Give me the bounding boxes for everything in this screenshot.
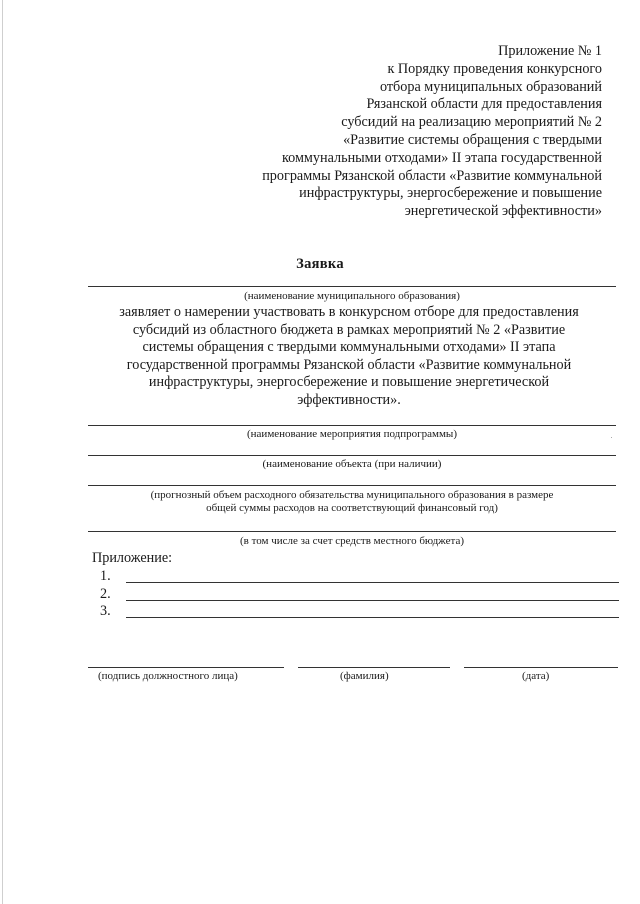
attachment-number: 3. <box>100 603 111 619</box>
object-name-caption: (наименование объекта (при наличии) <box>262 458 442 470</box>
statement-text <box>86 304 612 409</box>
attachment-line <box>126 617 619 618</box>
local-budget-caption: (в том числе за счет средств местного бюджета) <box>239 535 464 547</box>
statement-line: государственной программы Рязанской области «Развитие коммунальной <box>126 356 572 373</box>
appendix-line: отбора муниципальных образований <box>379 78 602 95</box>
official-signature-line <box>88 667 284 668</box>
appendix-line: субсидий на реализацию мероприятий № 2 <box>341 114 602 131</box>
statement-line: субсидий из областного бюджета в рамках мероприятий № 2 «Развитие <box>132 321 566 338</box>
forecast-amount-caption-2: общей суммы расходов на соответствующий финансовый год) <box>206 502 498 514</box>
object-name-line <box>88 455 616 456</box>
appendix-header <box>222 43 602 221</box>
measure-name-caption: (наименование мероприятия подпрограммы) <box>247 428 457 440</box>
attachment-number: 2. <box>100 586 111 602</box>
surname-line <box>298 667 450 668</box>
statement-line: инфраструктуры, энергосбережение и повышение энергетической <box>148 374 550 390</box>
statement-line: эффективности». <box>297 391 401 408</box>
date-line <box>464 667 618 668</box>
date-caption: (дата) <box>522 670 550 682</box>
forecast-amount-line <box>88 485 616 486</box>
appendix-line: программы Рязанской области «Развитие коммунальной <box>262 167 602 184</box>
appendix-line: Рязанской области для предоставления <box>366 96 602 113</box>
measure-name-line <box>88 425 616 426</box>
appendix-line: Приложение № 1 <box>498 43 602 59</box>
forecast-amount-caption-1: (прогнозный объем расходного обязательства муниципального образования в размере <box>150 489 554 501</box>
attachment-line <box>126 582 619 583</box>
official-signature-caption: (подпись должностного лица) <box>98 670 238 682</box>
attachments-label: Приложение: <box>92 550 173 566</box>
scan-speck <box>611 437 612 438</box>
appendix-line: к Порядку проведения конкурсного <box>387 60 602 77</box>
municipality-name-caption: (наименование муниципального образования) <box>244 290 460 302</box>
appendix-line: энергетической эффективности» <box>404 203 602 220</box>
statement-line: системы обращения с твердыми коммунальными отходами» II этапа <box>142 339 556 355</box>
document-title: Заявка <box>296 256 344 272</box>
statement-line: заявляет о намерении участвовать в конкурсном отборе для предоставления <box>119 304 579 320</box>
surname-caption: (фамилия) <box>340 670 389 682</box>
attachment-line <box>126 600 619 601</box>
local-budget-line <box>88 531 616 532</box>
appendix-line: «Развитие системы обращения с твердыми <box>343 131 602 148</box>
municipality-name-line <box>88 286 616 287</box>
appendix-line: коммунальными отходами» II этапа государственной <box>281 149 602 166</box>
appendix-line: инфраструктуры, энергосбережение и повышение <box>299 185 602 202</box>
attachment-number: 1. <box>100 568 111 584</box>
